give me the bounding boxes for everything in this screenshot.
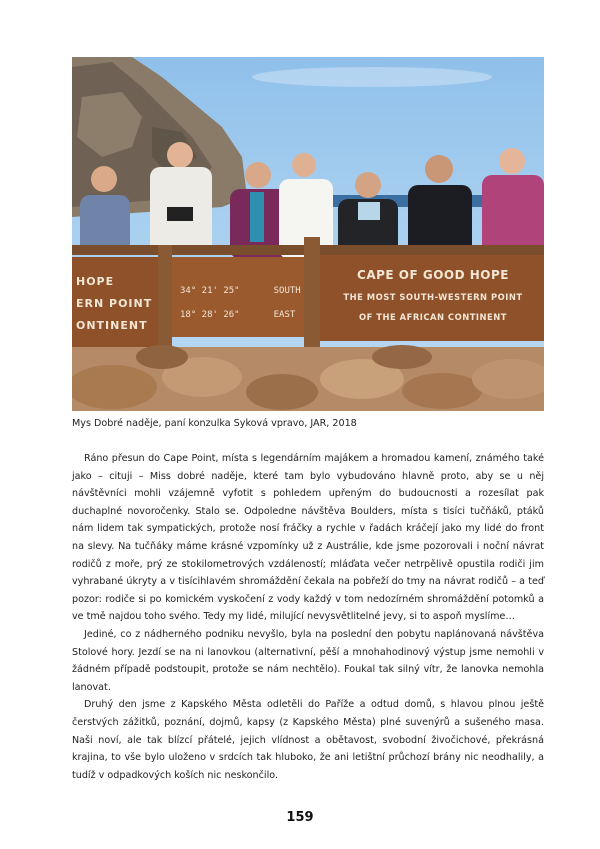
group-photo [72, 57, 544, 411]
paragraph: Jediné, co z nádherného podniku nevyšlo, byla na poslední den pobytu naplánovaná návštěva Stolové hory. Jezdí se na ni lanovkou (alternativní, pěší a mnohahodinový výstup jsme nemohli v žádném případě podstoupit, protože se nám nechtělo). Foukal tak silný vítr, že lanovka nemohla lanovat. [72, 628, 544, 693]
photo-caption: Mys Dobré naděje, paní konzulka Syková vpravo, JAR, 2018 [72, 418, 357, 429]
sign-coords [180, 279, 301, 327]
paragraph: Druhý den jsme z Kapského Města odletěli do Paříže a odtud domů, s hlavou plnou ještě čerstvých zážitků, poznání, dojmů, kapsy (z Kapského Města) plné suvenýrů a sušeného masa. Naši noví, ale tak blízcí přátelé, jejich vlídnost a obětavost, svobodní živočichové, překrásná krajina, to vše bylo uloženo v srdcích tak hluboko, že ani letištní průchozí brány nic neodhalily, a tudíž v odpadkových koších nic neskončilo. [72, 699, 544, 781]
page-number: 159 [286, 810, 314, 825]
sign-left-line: ERN POINT [76, 297, 153, 310]
sign-left-line: HOPE [76, 275, 115, 288]
article-body [72, 450, 544, 784]
sign-right-line: OF THE AFRICAN CONTINENT [359, 312, 507, 322]
sign-left [76, 271, 152, 337]
sign-right-line: THE MOST SOUTH-WESTERN POINT [343, 292, 523, 302]
sign-right [324, 263, 542, 327]
latitude: 34° 21' 25" [180, 286, 240, 296]
sign-right-title: CAPE OF GOOD HOPE [357, 268, 509, 282]
longitude-dir: EAST [273, 310, 296, 320]
latitude-dir: SOUTH [273, 286, 301, 296]
sign-left-line: ONTINENT [76, 319, 148, 332]
longitude: 18° 28' 26" [180, 310, 240, 320]
paragraph: Ráno přesun do Cape Point, místa s legendárním majákem a hromadou kamení, známého také jako – cituji – Miss dobré naděje, které tam bylo vybudováno hlavně proto, aby se u něj návštěvníci mohli vzájemně vyfotit s pohledem upřeným do budoucnosti a rozesílat pak duchaplné novoročenky. Stalo se. Odpoledne návštěva Boulders, místa s tisíci tučňáků, ptáků nám lidem tak sympatických, protože nosí fráčky a rychle v řadách kráčejí jako my lidé do front na slevy. Na tučňáky máme krásné vzpomínky už z Austrálie, kde jsme pozorovali i noční návrat rodičů z moře, prý ze stokilometrových vzdáleností; mláďata večer netrpělivě opustila rodiči jim vyhrabané úkryty a v tisícihlavém shromáždění čekala na pobřeží do tmy na návrat rodičů – a teď pozor: rodiče si po komickém vyskočení z vody každý v tom nedozírném shromáždění potomků a ve tmě najdou toho svého. Tedy my lidé, milující nevysvětlitelné jevy, si to aspoň myslíme… [72, 453, 544, 623]
